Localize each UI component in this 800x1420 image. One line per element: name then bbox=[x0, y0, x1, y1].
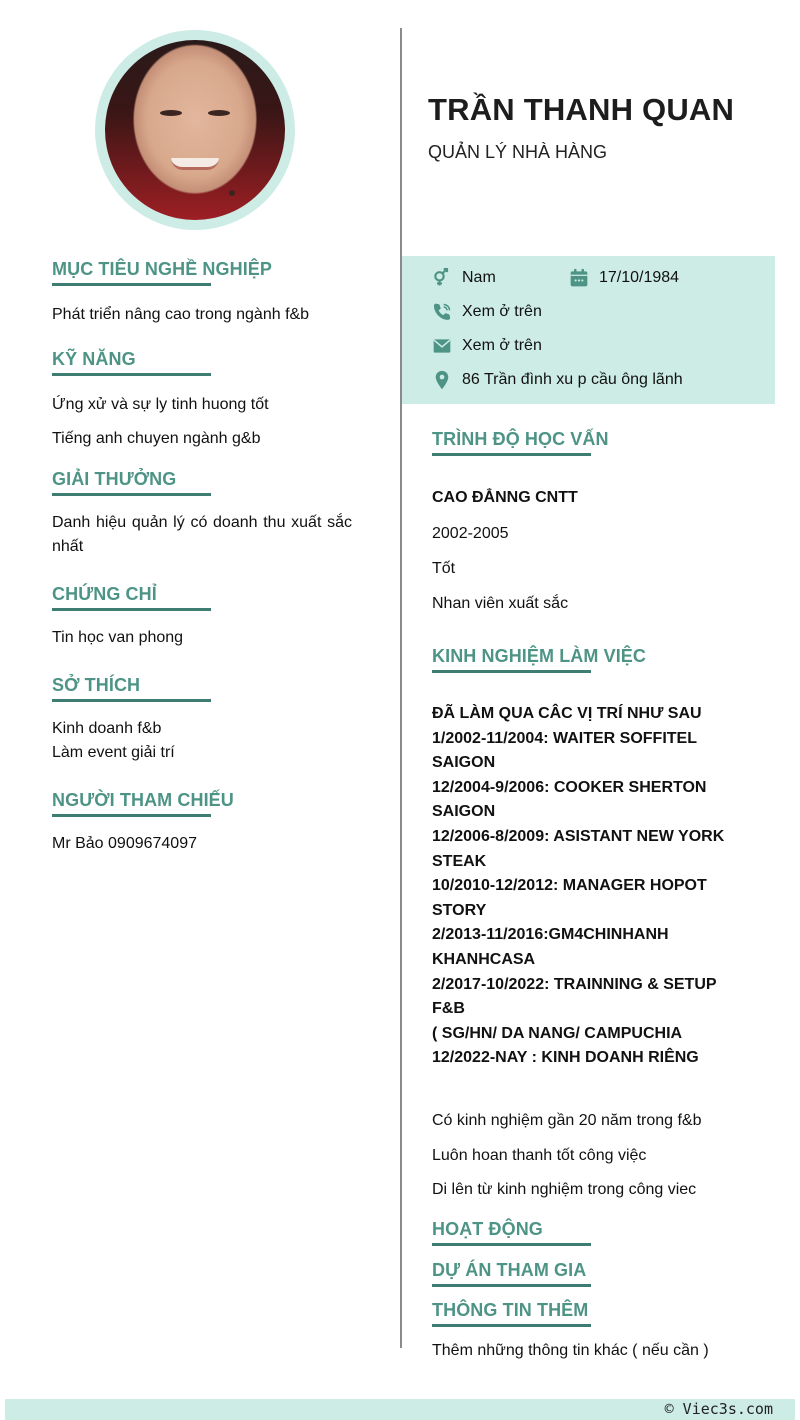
objective-text: Phát triển nâng cao trong ngành f&b bbox=[52, 306, 310, 323]
section-title: GIẢI THƯỞNG bbox=[52, 469, 177, 489]
contact-phone bbox=[432, 300, 542, 324]
section-underline bbox=[432, 670, 591, 673]
section-title: MỤC TIÊU NGHỀ NGHIỆP bbox=[52, 259, 273, 279]
reference-text: Mr Bảo 0909674097 bbox=[52, 835, 197, 852]
section-experience bbox=[432, 645, 752, 1202]
experience-line: 2/2013-11/2016:GM4CHINHANH KHANHCASA bbox=[432, 926, 669, 968]
email-value: Xem ở trên bbox=[462, 337, 542, 354]
section-title: SỞ THÍCH bbox=[52, 675, 141, 695]
experience-line: 2/2017-10/2022: TRAINNING & SETUP F&B bbox=[432, 975, 717, 1018]
section-objective bbox=[52, 258, 352, 327]
experience-line: ĐÃ LÀM QUA CÂC VỊ TRÍ NHƯ SAU bbox=[432, 705, 702, 722]
location-icon bbox=[432, 370, 452, 390]
section-title: TRÌNH ĐỘ HỌC VẤN bbox=[432, 429, 609, 449]
section-underline bbox=[52, 699, 211, 702]
education-note: Nhan viên xuất sắc bbox=[432, 595, 569, 612]
section-certificates bbox=[52, 583, 352, 650]
section-education bbox=[432, 428, 752, 616]
skill-item: Tiếng anh chuyen ngành g&b bbox=[52, 430, 261, 447]
section-title: DỰ ÁN THAM GIA bbox=[432, 1260, 587, 1280]
section-underline bbox=[52, 814, 211, 817]
birthday-value: 17/10/1984 bbox=[599, 269, 680, 286]
experience-note: Có kinh nghiệm gần 20 năm trong f&b bbox=[432, 1111, 702, 1129]
copyright-text: © Viec3s.com bbox=[664, 1400, 773, 1418]
skill-item: Ứng xử và sự ly tinh huong tốt bbox=[52, 396, 269, 413]
experience-line: 12/2006-8/2009: ASISTANT NEW YORK STEAK bbox=[432, 827, 725, 870]
section-underline bbox=[52, 608, 211, 611]
experience-line: ( SG/HN/ DA NANG/ CAMPUCHIA bbox=[432, 1024, 683, 1042]
section-additional-info bbox=[432, 1299, 752, 1363]
section-skills bbox=[52, 348, 352, 451]
section-underline bbox=[432, 1324, 591, 1327]
section-awards bbox=[52, 468, 352, 559]
column-divider bbox=[400, 28, 402, 1348]
section-title: HOẠT ĐỘNG bbox=[432, 1219, 543, 1239]
certificate-text: Tin học van phong bbox=[52, 629, 184, 646]
gender-value: Nam bbox=[462, 269, 496, 286]
candidate-name: TRẦN THANH QUAN bbox=[428, 92, 735, 127]
experience-list bbox=[432, 702, 744, 1071]
section-underline bbox=[52, 373, 211, 376]
section-references bbox=[52, 789, 352, 856]
education-grade: Tốt bbox=[432, 560, 456, 577]
gender-icon bbox=[432, 268, 452, 288]
contact-email bbox=[432, 334, 542, 358]
email-icon bbox=[432, 336, 452, 356]
avatar bbox=[105, 40, 285, 220]
section-title: NGƯỜI THAM CHIẾU bbox=[52, 790, 234, 810]
education-period: 2002-2005 bbox=[432, 525, 509, 542]
experience-line: 12/2004-9/2006: COOKER SHERTON SAIGON bbox=[432, 778, 707, 821]
phone-value: Xem ở trên bbox=[462, 303, 542, 320]
section-underline bbox=[432, 453, 591, 456]
additional-text: Thêm những thông tin khác ( nếu cần ) bbox=[432, 1342, 709, 1359]
section-hobbies bbox=[52, 674, 352, 765]
section-activities bbox=[432, 1218, 752, 1246]
hobby-item: Kinh doanh f&b bbox=[52, 720, 162, 737]
section-underline bbox=[432, 1243, 591, 1246]
contact-panel bbox=[402, 256, 775, 404]
section-underline bbox=[52, 493, 211, 496]
contact-birthday bbox=[569, 266, 679, 290]
candidate-role: QUẢN LÝ NHÀ HÀNG bbox=[428, 142, 608, 162]
experience-line: 1/2002-11/2004: WAITER SOFFITEL SAIGON bbox=[432, 729, 697, 772]
experience-line: 10/2010-12/2012: MANAGER HOPOT STORY bbox=[432, 877, 707, 919]
experience-line: 12/2022-NAY : KINH DOANH RIÊNG bbox=[432, 1049, 699, 1067]
section-title: THÔNG TIN THÊM bbox=[432, 1300, 589, 1320]
section-title: KỸ NĂNG bbox=[52, 349, 136, 369]
section-title: CHỨNG CHỈ bbox=[52, 584, 157, 604]
experience-note: Di lên từ kinh nghiệm trong công viec bbox=[432, 1180, 697, 1198]
footer-bar bbox=[5, 1399, 795, 1420]
section-title: KINH NGHIỆM LÀM VIỆC bbox=[432, 646, 647, 666]
hobby-item: Làm event giải trí bbox=[52, 744, 175, 761]
avatar-frame bbox=[95, 30, 295, 230]
contact-gender bbox=[432, 266, 496, 290]
contact-address bbox=[432, 368, 683, 392]
section-projects bbox=[432, 1259, 752, 1287]
phone-icon bbox=[432, 302, 452, 322]
award-text: Danh hiệu quản lý có doanh thu xuất sắc nhất bbox=[52, 514, 352, 555]
education-school: CAO ĐẲNNG CNTT bbox=[432, 489, 578, 506]
section-underline bbox=[432, 1284, 591, 1287]
address-value: 86 Trần đình xu p cầu ông lãnh bbox=[462, 371, 683, 388]
experience-note: Luôn hoan thanh tốt công việc bbox=[432, 1146, 647, 1164]
section-underline bbox=[52, 283, 211, 286]
calendar-icon bbox=[569, 268, 589, 288]
